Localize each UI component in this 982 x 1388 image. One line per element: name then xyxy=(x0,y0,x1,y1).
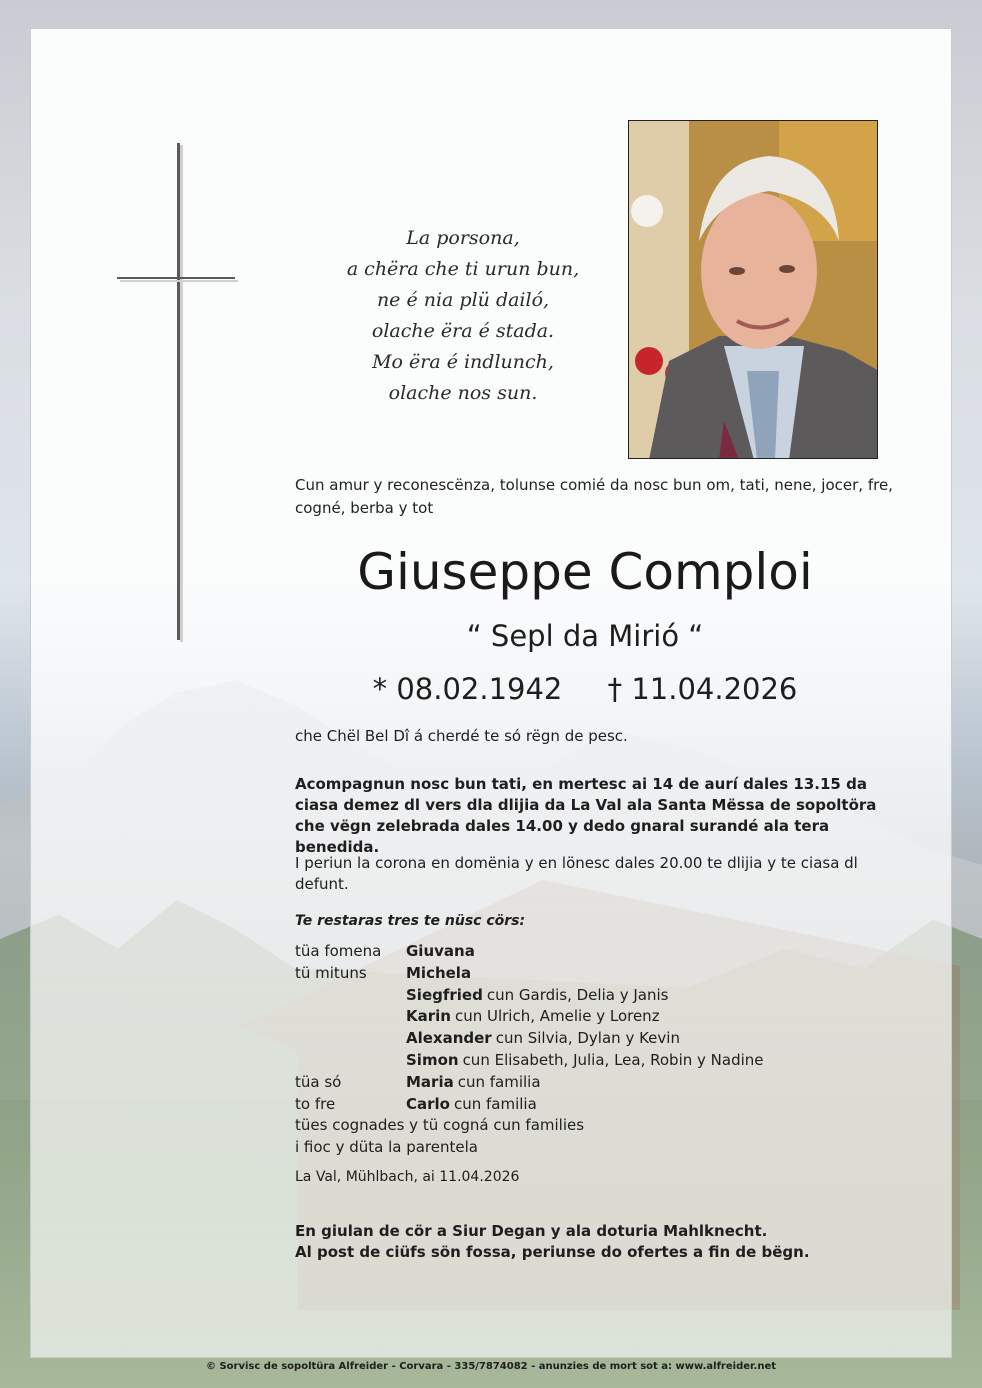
family-row xyxy=(295,963,915,985)
family-relation: tüa só xyxy=(295,1072,342,1091)
place-date: La Val, Mühlbach, ai 11.04.2026 xyxy=(295,1169,520,1185)
family-extra-line: i fioc y düta la parentela xyxy=(295,1138,478,1157)
family-row xyxy=(295,1094,915,1116)
footer-credits: © Sorvisc de sopoltüra Alfreider - Corvara - 335/7874082 - anunzies de mort sot a: www.alfreider.net xyxy=(206,1361,776,1372)
thanks-line: En giulan de cör a Siur Degan y ala doturia Mahlknecht. xyxy=(295,1222,768,1240)
family-row xyxy=(295,941,915,963)
family-relation xyxy=(295,1006,406,1028)
family-name: Alexander xyxy=(406,1029,492,1048)
family-list xyxy=(295,941,915,1159)
portrait-photo xyxy=(628,120,878,459)
family-relation xyxy=(295,1028,406,1050)
poem-line: olache ëra é stada. xyxy=(371,320,555,342)
family-row xyxy=(295,1006,915,1028)
poem-line: Mo ëra é indlunch, xyxy=(372,351,554,373)
family-extra: cun familia xyxy=(457,1072,541,1091)
family-row xyxy=(295,1028,915,1050)
family-relation: tüa fomena xyxy=(295,942,382,960)
family-relation xyxy=(295,985,406,1007)
deceased-nickname: “ Sepl da Mirió “ xyxy=(466,619,704,653)
family-name: Karin xyxy=(406,1007,451,1026)
family-name: Carlo xyxy=(406,1094,450,1113)
cross-icon-vertical xyxy=(177,143,180,640)
thanks-text xyxy=(295,1221,915,1263)
poem xyxy=(330,223,596,409)
thanks-line: Al post de ciüfs sön fossa, periunse do ofertes a fin de bëgn. xyxy=(295,1243,810,1261)
family-extra: cun Elisabeth, Julia, Lea, Robin y Nadine xyxy=(462,1050,764,1069)
family-row xyxy=(295,985,915,1007)
family-extra: cun familia xyxy=(453,1094,537,1113)
family-relation xyxy=(295,1050,406,1072)
funeral-notice: Acompagnun nosc bun tati, en mertesc ai 14 de aurí dales 13.15 da ciasa demez dl vers dla dlijia da La Val ala Santa Mëssa de sopoltöra che vëgn zelebrada dales 14.00 y dedo gnaral surandé ala tera benedida. xyxy=(295,775,877,856)
family-row xyxy=(295,1072,915,1094)
poem-line: olache nos sun. xyxy=(388,382,538,404)
death-date: † 11.04.2026 xyxy=(607,672,798,706)
intro-text: Cun amur y reconescënza, tolunse comié da nosc bun om, tati, nene, jocer, fre, cogné, berba y tot xyxy=(295,476,893,517)
family-name: Simon xyxy=(406,1050,459,1069)
survived-heading: Te restaras tres te nüsc cörs: xyxy=(295,913,526,929)
life-dates xyxy=(295,668,875,710)
family-name: Maria xyxy=(406,1072,454,1091)
peace-line: che Chël Bel Dî á cherdé te só rëgn de pesc. xyxy=(295,727,628,745)
family-extra: cun Ulrich, Amelie y Lorenz xyxy=(454,1007,660,1026)
family-relation: to fre xyxy=(295,1094,336,1113)
family-extra-line: tües cognades y tü cogná cun families xyxy=(295,1116,585,1135)
family-name: Giuvana xyxy=(406,942,475,960)
poem-line: La porsona, xyxy=(406,227,520,249)
deceased-name: Giuseppe Comploi xyxy=(357,543,813,601)
family-name: Siegfried xyxy=(406,985,483,1004)
family-extra: cun Silvia, Dylan y Kevin xyxy=(495,1029,680,1048)
rosary-notice: I periun la corona en domënia y en lönesc dales 20.00 te dlijia y te ciasa dl defunt. xyxy=(295,854,858,893)
family-row xyxy=(295,1050,915,1072)
birth-date: * 08.02.1942 xyxy=(372,672,563,706)
family-relation: tü mituns xyxy=(295,963,367,982)
family-extra: cun Gardis, Delia y Janis xyxy=(486,985,669,1004)
family-name: Michela xyxy=(406,963,472,982)
poem-line: a chëra che ti urun bun, xyxy=(346,258,580,280)
poem-line: ne é nia plü dailó, xyxy=(376,289,550,311)
cross-icon-horizontal xyxy=(117,277,235,279)
